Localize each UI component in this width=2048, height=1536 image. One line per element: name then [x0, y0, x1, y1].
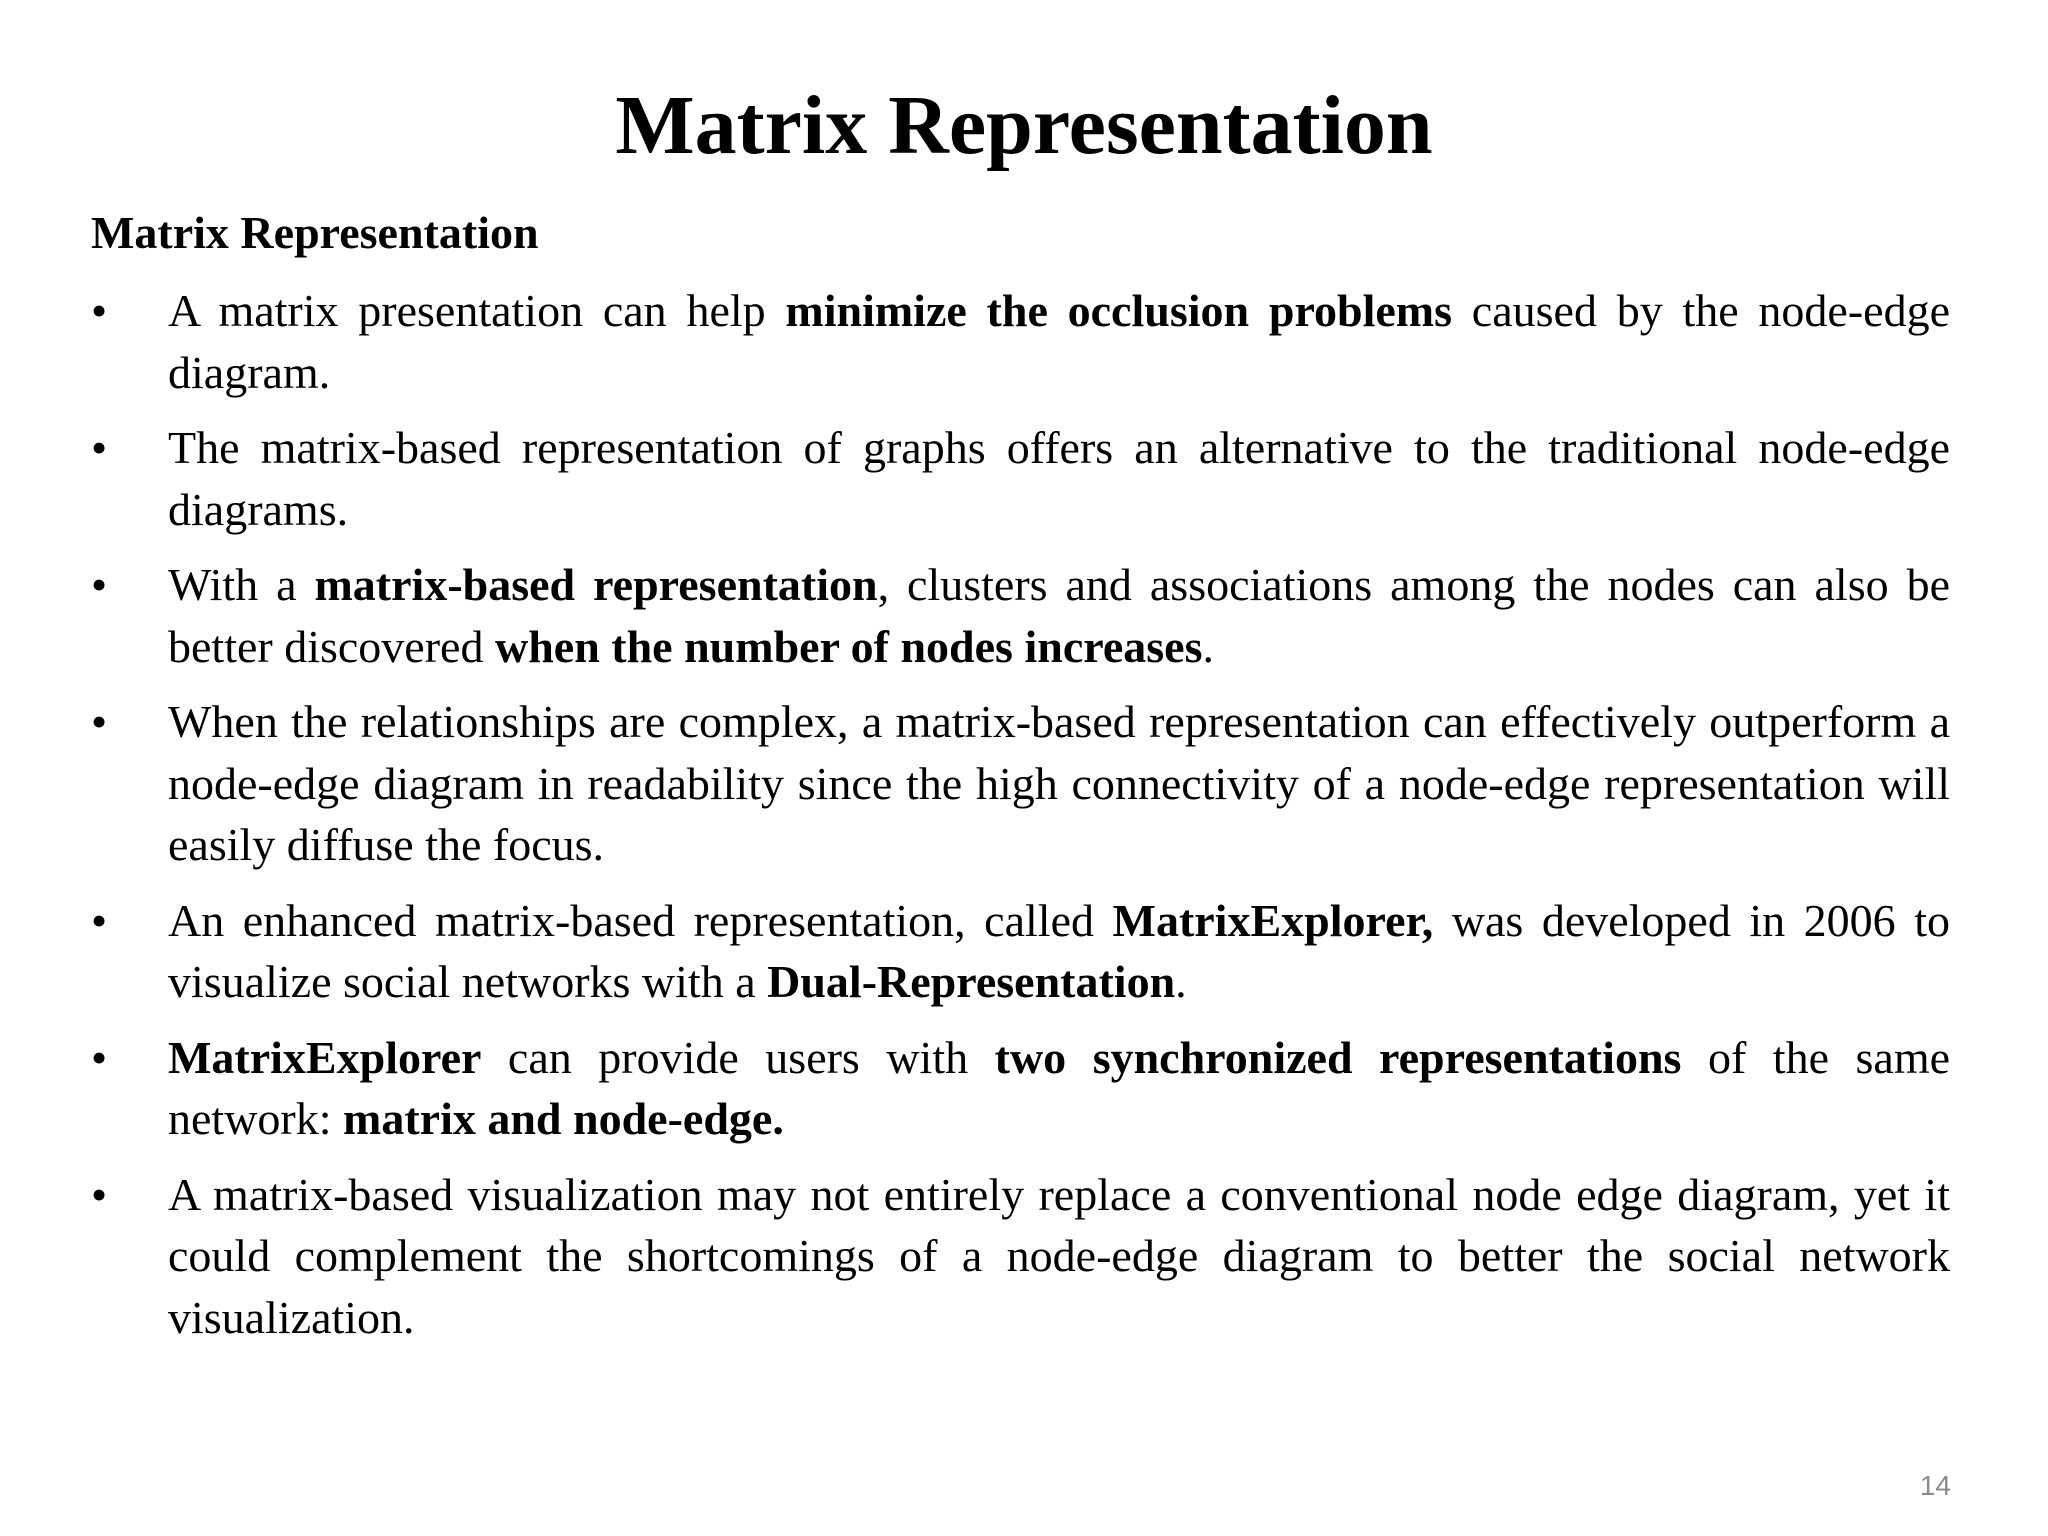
text-run: , clusters and associations among the nodes can also be better discovered: [168, 559, 1950, 672]
text-run: caused by the node-edge diagram.: [168, 285, 1950, 398]
text-run: can provide users with: [481, 1031, 995, 1083]
bold-phrase: when the number of nodes increases: [494, 620, 1203, 672]
bullet-item: [91, 280, 1950, 403]
bullet-item: [91, 554, 1950, 677]
text-run: .: [1202, 620, 1214, 672]
text-run: was developed in 2006 to visualize social networks with a: [168, 894, 1950, 1007]
bullet-marker: •: [91, 696, 108, 747]
bullet-text: [168, 559, 1950, 672]
bullet-marker: •: [91, 559, 108, 610]
text-run: With a: [168, 559, 315, 610]
text-run: A matrix-based visualization may not entirely replace a conventional node edge diagram, yet it could complement the shortcomings of a node-edge diagram to better the social network visualization.: [168, 1168, 1950, 1343]
bullet-item: [91, 890, 1950, 1013]
bullet-marker: •: [91, 422, 108, 473]
bullet-text: [168, 422, 1950, 535]
bullet-marker: •: [91, 285, 108, 336]
bullet-marker: •: [91, 1168, 108, 1220]
page-number: 14: [1919, 1470, 1951, 1501]
bullet-marker: •: [91, 894, 108, 946]
bullet-text: [168, 895, 1950, 1008]
bullet-text: [168, 1032, 1950, 1145]
text-run: A matrix presentation can help: [168, 285, 786, 336]
bold-phrase: matrix and node-edge.: [343, 1093, 784, 1144]
slide-title: Matrix Representation: [615, 79, 1433, 172]
text-run: The matrix-based representation of graphs offers an alternative to the traditional node-edge diagrams.: [168, 422, 1950, 535]
bold-phrase: minimize the occlusion problems: [785, 285, 1453, 336]
text-run: When the relationships are complex, a matrix-based representation can effectively outperform a node-edge diagram in readability since the high connectivity of a node-edge representation will easily diffuse the focus.: [168, 696, 1950, 870]
bold-phrase: MatrixExplorer: [168, 1031, 482, 1083]
bullet-text: [168, 696, 1950, 870]
text-run: .: [1175, 956, 1187, 1007]
bold-phrase: MatrixExplorer,: [1112, 894, 1434, 946]
text-run: An enhanced matrix-based representation, called: [168, 894, 1113, 946]
bullet-text: [168, 285, 1950, 398]
bullet-text: [168, 1169, 1950, 1343]
bullet-item: [91, 1027, 1950, 1150]
text-run: of the same network:: [168, 1031, 1951, 1144]
bold-phrase: two synchronized representations: [994, 1031, 1682, 1083]
bullet-marker: •: [91, 1031, 108, 1083]
bullet-item: [91, 417, 1950, 540]
bullet-item: [91, 1164, 1950, 1349]
bold-phrase: Dual-Representation: [767, 956, 1176, 1007]
bullet-item: [91, 691, 1950, 876]
section-heading: Matrix Representation: [91, 207, 539, 258]
bullet-list: [91, 280, 1950, 1362]
bold-phrase: matrix-based representation: [314, 559, 878, 610]
